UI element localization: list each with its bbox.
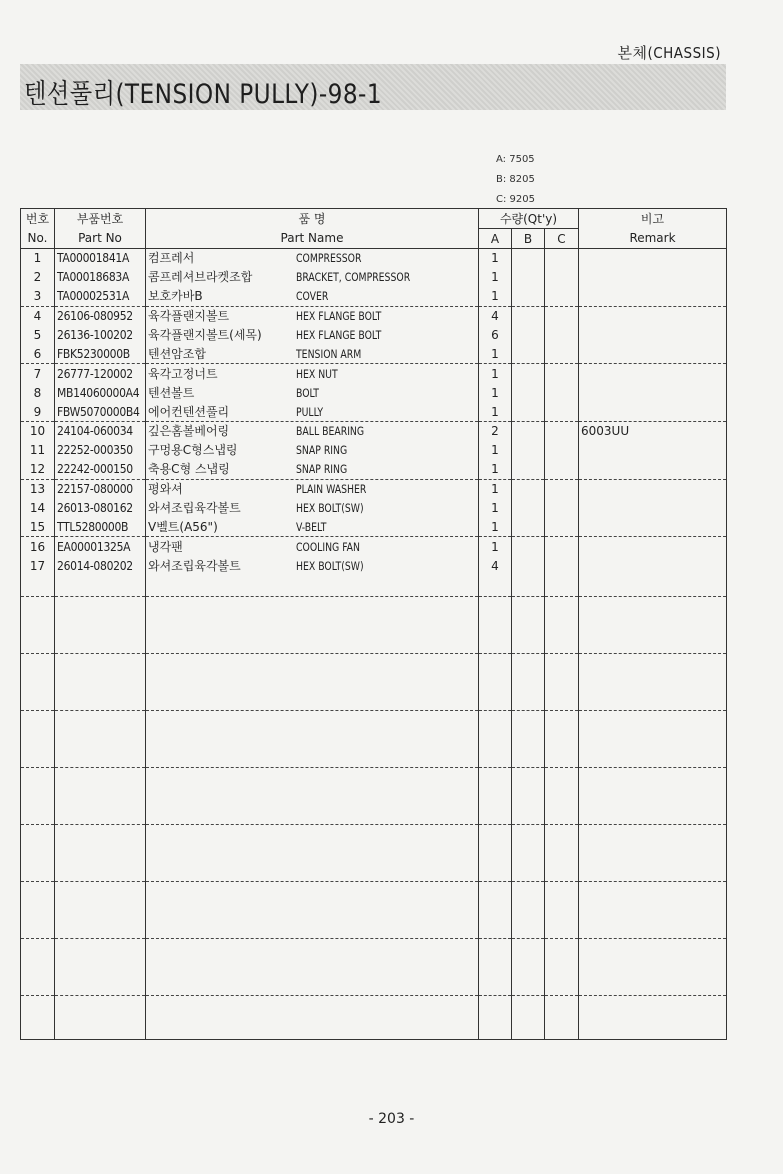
row-qty-b — [512, 287, 545, 306]
model-note-a: A: 7505 — [496, 154, 535, 165]
row-name-en: COOLING FAN — [296, 539, 360, 554]
table-row — [21, 556, 727, 575]
row-name-en: COVER — [296, 289, 329, 304]
row-name-ko: 에어컨텐션풀리 — [148, 404, 230, 419]
header-remark-en: Remark — [579, 229, 727, 249]
row-qty-c — [545, 249, 579, 268]
row-qty-a: 1 — [479, 402, 512, 421]
row-name — [146, 249, 479, 268]
row-name-en: BOLT — [296, 385, 319, 400]
row-qty-b — [512, 556, 545, 575]
table-row-empty — [21, 825, 727, 882]
row-part-no: TA00002531A — [55, 287, 146, 306]
row-qty-a: 1 — [479, 364, 512, 383]
row-remark — [579, 344, 727, 363]
row-qty-b — [512, 422, 545, 441]
row-qty-b — [512, 383, 545, 402]
row-qty-a: 6 — [479, 326, 512, 345]
row-name — [146, 460, 479, 479]
row-part-no: 26014-080202 — [55, 556, 146, 575]
header-name-ko: 품 명 — [146, 209, 479, 229]
row-qty-a: 1 — [479, 383, 512, 402]
row-part-no: 26777-120002 — [55, 364, 146, 383]
row-qty-a: 1 — [479, 460, 512, 479]
row-name-ko: 깊은홈볼베어링 — [148, 424, 230, 439]
row-part-no: 22157-080000 — [55, 479, 146, 498]
table-row — [21, 441, 727, 460]
row-qty-c — [545, 306, 579, 325]
row-part-no: EA00001325A — [55, 537, 146, 556]
row-name-ko: 와셔조립육각볼트 — [148, 558, 241, 573]
row-remark — [579, 287, 727, 306]
table-row — [21, 364, 727, 383]
parts-rows — [21, 249, 727, 1040]
row-qty-b — [512, 517, 545, 536]
row-part-no: FBK5230000B — [55, 344, 146, 363]
table-row — [21, 383, 727, 402]
row-name-ko: 평와셔 — [148, 482, 183, 497]
row-name-ko: 냉각팬 — [148, 539, 183, 554]
row-name-ko: 육각플랜지볼트 — [148, 309, 230, 324]
row-name-en: HEX BOLT(SW) — [296, 558, 364, 573]
row-no: 13 — [21, 479, 55, 498]
row-part-no: 22252-000350 — [55, 441, 146, 460]
table-row-empty — [21, 768, 727, 825]
header-part-no-ko: 부품번호 — [55, 209, 146, 229]
row-name-ko: 구멍용C형스냅링 — [148, 443, 238, 458]
header-no-ko: 번호 — [21, 209, 55, 229]
row-qty-c — [545, 537, 579, 556]
row-qty-b — [512, 460, 545, 479]
row-qty-c — [545, 479, 579, 498]
table-row — [21, 306, 727, 325]
row-name-en: SNAP RING — [296, 443, 348, 458]
row-qty-c — [545, 460, 579, 479]
row-name — [146, 556, 479, 575]
table-row-empty — [21, 597, 727, 654]
row-part-no: 26013-080162 — [55, 499, 146, 518]
row-name — [146, 287, 479, 306]
table-row — [21, 287, 727, 306]
row-name — [146, 344, 479, 363]
row-qty-a: 1 — [479, 499, 512, 518]
row-name-ko: 육각플랜지볼트(세목) — [148, 328, 262, 342]
row-name-en: V-BELT — [296, 519, 327, 534]
row-no: 1 — [21, 249, 55, 268]
row-remark: 6003UU — [579, 422, 727, 441]
row-remark — [579, 306, 727, 325]
parts-table — [20, 208, 727, 1040]
row-qty-b — [512, 441, 545, 460]
table-row — [21, 479, 727, 498]
row-qty-a: 1 — [479, 344, 512, 363]
row-qty-a: 1 — [479, 268, 512, 287]
table-row-empty — [21, 575, 727, 597]
row-name — [146, 268, 479, 287]
row-name-ko: V벨트(A56") — [148, 519, 218, 534]
row-remark — [579, 268, 727, 287]
row-name-en: PLAIN WASHER — [296, 482, 367, 497]
row-qty-c — [545, 556, 579, 575]
row-qty-b — [512, 479, 545, 498]
row-name — [146, 402, 479, 421]
row-remark — [579, 383, 727, 402]
row-qty-c — [545, 344, 579, 363]
row-name-ko: 텐션볼트 — [148, 385, 195, 400]
row-name — [146, 364, 479, 383]
row-no: 8 — [21, 383, 55, 402]
page-number: - 203 - — [368, 1111, 415, 1127]
row-qty-a: 1 — [479, 249, 512, 268]
row-remark — [579, 499, 727, 518]
header-remark-ko: 비고 — [579, 209, 727, 229]
row-remark — [579, 249, 727, 268]
row-remark — [579, 479, 727, 498]
row-part-no: TA00018683A — [55, 268, 146, 287]
row-name-en: HEX NUT — [296, 366, 338, 381]
row-qty-c — [545, 383, 579, 402]
row-name — [146, 479, 479, 498]
row-qty-a: 4 — [479, 306, 512, 325]
header-name-en: Part Name — [146, 229, 479, 249]
row-qty-b — [512, 268, 545, 287]
row-qty-c — [545, 326, 579, 345]
row-qty-c — [545, 517, 579, 536]
row-name-en: SNAP RING — [296, 462, 348, 477]
row-name — [146, 517, 479, 536]
row-name-ko: 콤프레셔브라켓조합 — [148, 270, 253, 285]
table-row — [21, 402, 727, 421]
row-no: 6 — [21, 344, 55, 363]
table-row-empty — [21, 882, 727, 939]
row-remark — [579, 364, 727, 383]
row-name-en: TENSION ARM — [296, 346, 362, 361]
row-name-ko: 보호카바B — [148, 289, 203, 304]
row-qty-c — [545, 268, 579, 287]
table-row-empty — [21, 711, 727, 768]
row-qty-b — [512, 344, 545, 363]
row-remark — [579, 556, 727, 575]
row-part-no: 26106-080952 — [55, 306, 146, 325]
table-row — [21, 499, 727, 518]
row-qty-b — [512, 306, 545, 325]
row-name — [146, 422, 479, 441]
row-remark — [579, 441, 727, 460]
section-label: 본체(CHASSIS) — [617, 44, 721, 62]
row-name-en: HEX BOLT(SW) — [296, 501, 364, 516]
header-qty: 수량(Qt'y) — [479, 209, 579, 229]
row-qty-a: 4 — [479, 556, 512, 575]
header-part-no-en: Part No — [55, 229, 146, 249]
row-qty-c — [545, 287, 579, 306]
header-no-en: No. — [21, 229, 55, 249]
header-qty-a: A — [479, 229, 512, 249]
row-qty-c — [545, 499, 579, 518]
row-name — [146, 499, 479, 518]
model-note-b: B: 8205 — [496, 174, 535, 185]
row-name-ko: 육각고정너트 — [148, 366, 218, 381]
page-title: 텐션풀리(TENSION PULLY)-98-1 — [24, 79, 383, 110]
row-part-no: MB14060000A4 — [55, 383, 146, 402]
row-remark — [579, 460, 727, 479]
model-notes — [496, 150, 535, 210]
row-part-no: TA00001841A — [55, 249, 146, 268]
table-row — [21, 326, 727, 345]
row-no: 15 — [21, 517, 55, 536]
table-row — [21, 537, 727, 556]
row-qty-b — [512, 499, 545, 518]
table-row — [21, 460, 727, 479]
row-name — [146, 383, 479, 402]
table-row — [21, 249, 727, 268]
row-name-en: PULLY — [296, 404, 324, 419]
row-remark — [579, 402, 727, 421]
row-name-en: COMPRESSOR — [296, 251, 362, 266]
row-remark — [579, 326, 727, 345]
row-name — [146, 441, 479, 460]
table-row-empty — [21, 939, 727, 996]
row-qty-b — [512, 249, 545, 268]
row-name-en: HEX FLANGE BOLT — [296, 328, 382, 342]
row-part-no: FBW5070000B4 — [55, 402, 146, 421]
header-qty-b: B — [512, 229, 545, 249]
row-name-en: HEX FLANGE BOLT — [296, 309, 382, 324]
row-name-ko: 텐션암조합 — [148, 346, 206, 361]
table-row-empty — [21, 996, 727, 1040]
row-qty-a: 1 — [479, 479, 512, 498]
row-qty-c — [545, 364, 579, 383]
row-name-en: BRACKET, COMPRESSOR — [296, 270, 411, 285]
table-row — [21, 517, 727, 536]
row-no: 14 — [21, 499, 55, 518]
row-name — [146, 326, 479, 345]
row-qty-b — [512, 402, 545, 421]
row-part-no: 22242-000150 — [55, 460, 146, 479]
row-no: 17 — [21, 556, 55, 575]
row-name — [146, 537, 479, 556]
row-qty-c — [545, 441, 579, 460]
row-name-ko: 와셔조립육각볼트 — [148, 501, 241, 516]
row-no: 12 — [21, 460, 55, 479]
row-qty-b — [512, 364, 545, 383]
row-qty-c — [545, 402, 579, 421]
row-name-ko: 축용C형 스냅링 — [148, 462, 230, 477]
row-qty-a: 1 — [479, 517, 512, 536]
row-no: 7 — [21, 364, 55, 383]
table-row — [21, 344, 727, 363]
row-no: 16 — [21, 537, 55, 556]
row-no: 2 — [21, 268, 55, 287]
row-qty-b — [512, 537, 545, 556]
row-part-no: 24104-060034 — [55, 422, 146, 441]
row-name-ko: 컴프레서 — [148, 251, 195, 266]
row-no: 3 — [21, 287, 55, 306]
row-part-no: TTL5280000B — [55, 517, 146, 536]
table-row — [21, 422, 727, 441]
row-name — [146, 306, 479, 325]
row-no: 11 — [21, 441, 55, 460]
row-name-en: BALL BEARING — [296, 424, 365, 439]
row-qty-a: 1 — [479, 287, 512, 306]
row-qty-c — [545, 422, 579, 441]
row-part-no: 26136-100202 — [55, 326, 146, 345]
header-qty-c: C — [545, 229, 579, 249]
row-no: 9 — [21, 402, 55, 421]
row-no: 10 — [21, 422, 55, 441]
row-qty-a: 2 — [479, 422, 512, 441]
row-remark — [579, 517, 727, 536]
row-qty-a: 1 — [479, 441, 512, 460]
row-qty-b — [512, 326, 545, 345]
table-row-empty — [21, 654, 727, 711]
row-no: 5 — [21, 326, 55, 345]
row-no: 4 — [21, 306, 55, 325]
row-remark — [579, 537, 727, 556]
model-note-c: C: 9205 — [496, 194, 535, 205]
table-row — [21, 268, 727, 287]
row-qty-a: 1 — [479, 537, 512, 556]
